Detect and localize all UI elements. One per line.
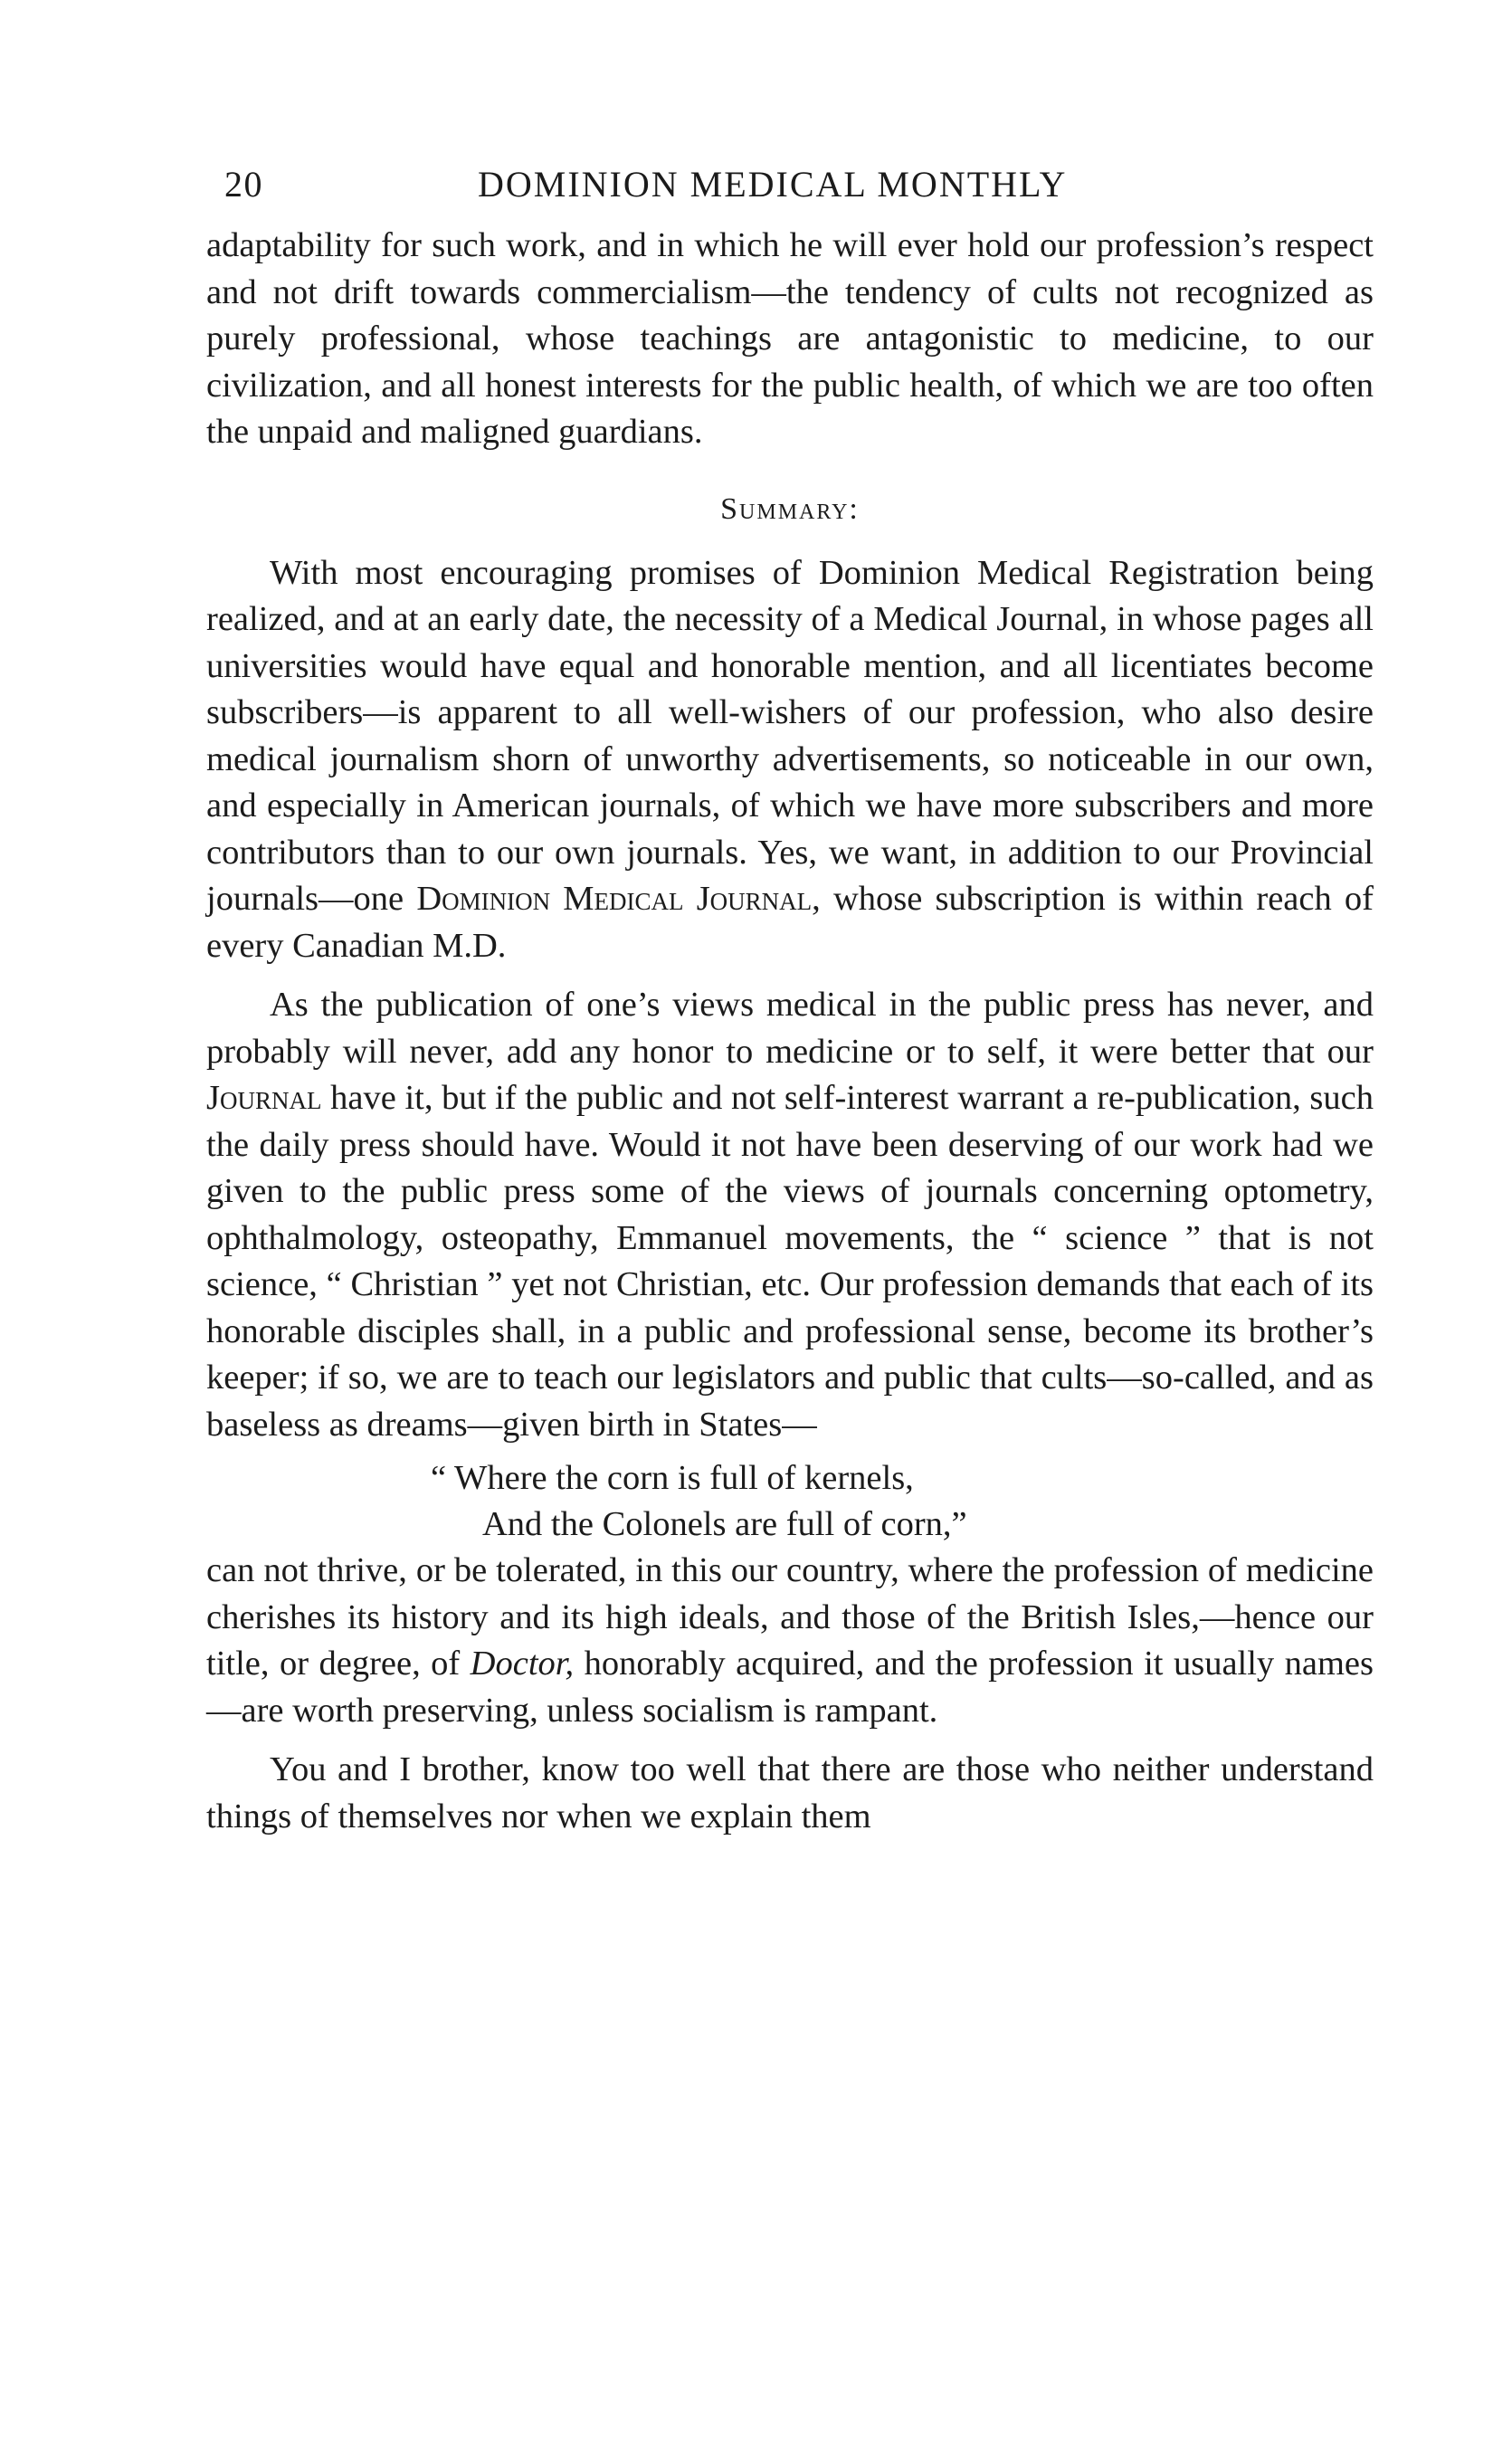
paragraph-3-text-a: As the publication of one’s views medical in the public press has never, and probably will never, add any honor to medicine or to self, it were better that our — [206, 986, 1374, 1071]
paragraph-4 — [206, 1548, 1374, 1734]
paragraph-2-text-b: , whose subscription is within reach of every Canadian M.D. — [206, 880, 1374, 965]
verse-line-2: And the Colonels are full of corn,” — [482, 1505, 967, 1543]
running-title: DOMINION MEDICAL MONTHLY — [478, 164, 1068, 205]
journal-name-small-caps: Dominion Medical Journal — [416, 880, 813, 918]
document-page — [206, 163, 1374, 1840]
paragraph-3 — [206, 982, 1374, 1448]
page-number: 20 — [224, 164, 263, 205]
paragraph-5: You and I brother, know too well that there are those who neither understand things of themselves nor when we explain them — [206, 1750, 1374, 1835]
verse-line-1: “ Where the corn is full of kernels, — [431, 1459, 914, 1497]
doctor-italic: Doctor, — [470, 1645, 575, 1683]
verse-quote — [206, 1455, 1374, 1548]
summary-heading: Summary: — [720, 491, 860, 526]
running-header — [206, 163, 1374, 214]
paragraph-2 — [206, 550, 1374, 970]
paragraph-4-text-b: honorably acquired, and the profession it usually names—are worth preserving, unless socialism is rampant. — [206, 1645, 1374, 1730]
paragraph-1: adaptability for such work, and in which he will ever hold our profession’s respect and not drift towards commercialism—the tendency of cults not recognized as purely professional, whose teachings are antagonistic to medicine, to our civilization, and all honest interests for the public health, of which we are too often the unpaid and maligned guardians. — [206, 226, 1374, 451]
paragraph-4-text-a: can not thrive, or be tolerated, in this our country, where the profession of medicine cherishes its history and its high ideals, and those of the British Isles,—hence our title, or degree, of — [206, 1551, 1374, 1683]
journal-small-caps: Journal — [206, 1079, 322, 1117]
paragraph-2-text-a: With most encouraging promises of Dominion Medical Registration being realized, and at an early date, the necessity of a Medical Journal, in whose pages all universities would have equal and honorable mention, and all licentiates become subscribers—is apparent to all well-wishers of our profession, who also desire medical journalism shorn of unworthy advertisements, so noticeable in our own, and especially in American journals, of which we have more subscribers and more contributors than to our own journals. Yes, we want, in addition to our Provincial journals—one — [206, 553, 1374, 918]
paragraph-3-text-b: have it, but if the public and not self-interest warrant a re-publication, such the daily press should have. Would it not have been deserving of our work had we given to the public press some of the views of journals concerning optometry, ophthalmology, osteopathy, Emmanuel movements, the “ science ” that is not science, “ Christian ” yet not Christian, etc. Our profession demands that each of its honorable disciples shall, in a public and professional sense, become its brother’s keeper; if so, we are to teach our legislators and public that cults—so-called, and as baseless as dreams—given birth in States— — [206, 1079, 1374, 1444]
